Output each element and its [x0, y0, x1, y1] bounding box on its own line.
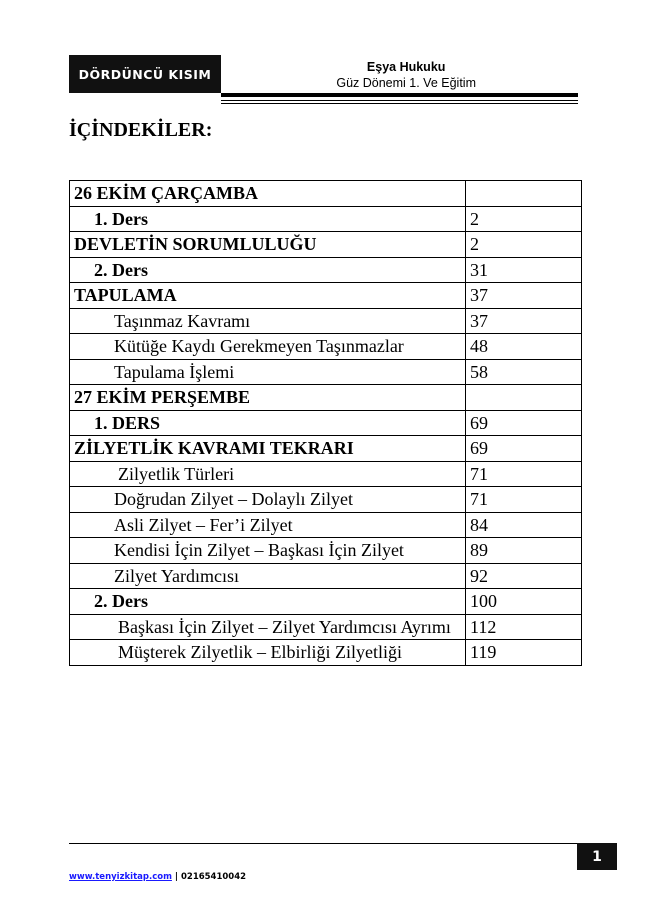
toc-entry-page — [466, 181, 582, 207]
toc-entry-label: Zilyetlik Türleri — [70, 461, 466, 487]
toc-entry-label: ZİLYETLİK KAVRAMI TEKRARI — [70, 436, 466, 462]
page-number: 1 — [577, 843, 617, 870]
toc-row[interactable] — [70, 359, 582, 385]
toc-entry-page: 31 — [466, 257, 582, 283]
toc-row[interactable] — [70, 385, 582, 411]
toc-entry-page: 119 — [466, 640, 582, 666]
toc-entry-label: Başkası İçin Zilyet – Zilyet Yardımcısı Ayrımı — [70, 614, 466, 640]
toc-row[interactable] — [70, 334, 582, 360]
toc-entry-label: 26 EKİM ÇARÇAMBA — [70, 181, 466, 207]
toc-entry-label: 27 EKİM PERŞEMBE — [70, 385, 466, 411]
toc-row[interactable] — [70, 206, 582, 232]
toc-entry-label: Doğrudan Zilyet – Dolaylı Zilyet — [70, 487, 466, 513]
toc-entry-page: 2 — [466, 232, 582, 258]
footer-contact — [69, 872, 246, 882]
header-term: Güz Dönemi 1. Ve Eğitim — [336, 76, 476, 90]
toc-row[interactable] — [70, 283, 582, 309]
toc-row[interactable] — [70, 410, 582, 436]
header-divider — [221, 93, 578, 97]
toc-entry-page: 84 — [466, 512, 582, 538]
toc-row[interactable] — [70, 257, 582, 283]
toc-row[interactable] — [70, 232, 582, 258]
toc-entry-page: 92 — [466, 563, 582, 589]
toc-entry-label: Taşınmaz Kavramı — [70, 308, 466, 334]
header-divider — [221, 103, 578, 104]
toc-entry-label: 1. DERS — [70, 410, 466, 436]
toc-entry-page — [466, 385, 582, 411]
toc-entry-page: 100 — [466, 589, 582, 615]
toc-entry-label: Asli Zilyet – Fer’i Zilyet — [70, 512, 466, 538]
toc-entry-page: 89 — [466, 538, 582, 564]
toc-row[interactable] — [70, 181, 582, 207]
section-badge — [69, 55, 221, 93]
toc-entry-page: 71 — [466, 487, 582, 513]
toc-entry-page: 48 — [466, 334, 582, 360]
toc-entry-label: Müşterek Zilyetlik – Elbirliği Zilyetliği — [70, 640, 466, 666]
toc-entry-label: 1. Ders — [70, 206, 466, 232]
toc-row[interactable] — [70, 589, 582, 615]
toc-table — [69, 180, 582, 666]
toc-entry-label: 2. Ders — [70, 589, 466, 615]
toc-row[interactable] — [70, 487, 582, 513]
toc-row[interactable] — [70, 308, 582, 334]
section-label: DÖRDÜNCÜ KISIM — [78, 66, 212, 82]
footer-divider — [69, 843, 617, 844]
toc-entry-label: DEVLETİN SORUMLULUĞU — [70, 232, 466, 258]
toc-entry-page: 2 — [466, 206, 582, 232]
toc-row[interactable] — [70, 640, 582, 666]
website-link[interactable]: www.tenyizkitap.com — [69, 872, 172, 882]
toc-entry-page: 69 — [466, 410, 582, 436]
toc-row[interactable] — [70, 538, 582, 564]
toc-entry-label: 2. Ders — [70, 257, 466, 283]
toc-entry-label: Kendisi İçin Zilyet – Başkası İçin Zilyet — [70, 538, 466, 564]
toc-title: İÇİNDEKİLER: — [69, 119, 213, 141]
header-divider — [221, 100, 578, 101]
toc-row[interactable] — [70, 512, 582, 538]
toc-row[interactable] — [70, 436, 582, 462]
toc-entry-label: Tapulama İşlemi — [70, 359, 466, 385]
running-header — [336, 59, 476, 91]
toc-entry-page: 71 — [466, 461, 582, 487]
toc-entry-label: Kütüğe Kaydı Gerekmeyen Taşınmazlar — [70, 334, 466, 360]
toc-row[interactable] — [70, 563, 582, 589]
phone-number: 02165410042 — [180, 872, 247, 882]
toc-entry-page: 37 — [466, 308, 582, 334]
toc-entry-page: 58 — [466, 359, 582, 385]
header-subject: Eşya Hukuku — [366, 60, 446, 74]
toc-entry-label: TAPULAMA — [70, 283, 466, 309]
toc-entry-page: 69 — [466, 436, 582, 462]
toc-row[interactable] — [70, 614, 582, 640]
toc-entry-label: Zilyet Yardımcısı — [70, 563, 466, 589]
footer-separator: | — [171, 872, 181, 882]
toc-row[interactable] — [70, 461, 582, 487]
toc-entry-page: 112 — [466, 614, 582, 640]
toc-entry-page: 37 — [466, 283, 582, 309]
